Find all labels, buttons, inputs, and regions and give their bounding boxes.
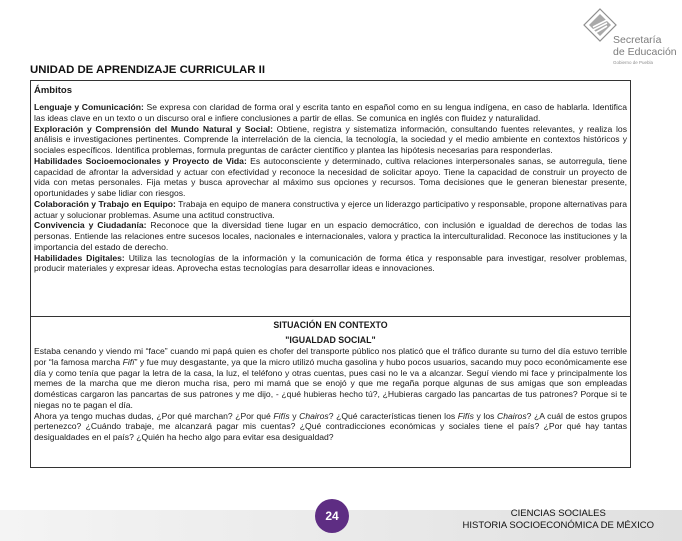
- ambito-socioemocionales: [34, 156, 627, 199]
- ambitos-heading: Ámbitos: [34, 85, 72, 96]
- ambito-label: Lenguaje y Comunicación:: [34, 102, 144, 112]
- story-text: Ahora ya tengo muchas dudas, ¿Por qué marchan? ¿Por qué: [34, 410, 274, 421]
- ambito-digitales: [34, 253, 627, 275]
- situacion-section: [31, 318, 630, 443]
- ambitos-section: [31, 81, 630, 317]
- content-table: [30, 80, 631, 468]
- story-italic: Fifís: [457, 410, 474, 421]
- ambito-label: Habilidades Digitales:: [34, 252, 125, 263]
- story-italic: Chairos: [497, 410, 527, 421]
- ambito-exploracion: [34, 124, 627, 156]
- secretaria-logo: [578, 4, 682, 70]
- story-italic: Chairos: [299, 410, 329, 421]
- story-italic: Fifí: [122, 356, 135, 367]
- ambito-text: Reconoce que la diversidad tiene lugar en un espacio democrático, con inclusión e igualdad de derechos de todas las personas. Entiende las relaciones entre sucesos locales, nacionales e internacionales, valora y practica la interculturalidad. Reconoce las instituciones y la importancia del estado de derecho.: [34, 220, 627, 252]
- page-number-badge: 24: [315, 499, 349, 533]
- ambito-text: Es autoconsciente y determinado, cultiva relaciones interpersonales sanas, se autorregula, tiene capacidad de afrontar la adversidad y actuar con efectividad y reconoce la necesidad de solicitar apoyo. Tiene la capacidad de construir un proyecto de vida con metas personales. Fija metas y busca aprovechar al máximo sus opciones y recursos. Toma decisiones que le generan bienestar presente, oportunidades y sabe lidiar con riesgos.: [34, 155, 627, 198]
- situacion-title: "IGUALDAD SOCIAL": [285, 335, 376, 345]
- ambito-label: Convivencia y Ciudadanía:: [34, 220, 147, 231]
- unit-title: UNIDAD DE APRENDIZAJE CURRICULAR II: [30, 64, 265, 76]
- logo-line-3: Gobierno de Puebla: [613, 60, 654, 65]
- story-text: ? ¿A cuál de estos grupos pertenezco? ¿Cuándo trabaje, me alcanzará pagar mis cuentas? ¿Qué contradicciones económicas y sociales tiene el país? ¿Por qué hay tantas desigualdades en el país? ¿Quién ha hecho algo para evitar esa desigualdad?: [34, 410, 627, 442]
- story-italic: Fifís: [273, 410, 290, 421]
- ambito-text: Obtiene, registra y sistematiza información, consultando fuentes relevantes, y realiza los análisis e investigaciones pertinentes. Comprende la interrelación de la ciencia, la tecnología, la sociedad y el medio ambiente en contextos históricos y sociales específicos. Identifica problemas, formula preguntas de carácter científico y plantea las hipótesis necesarias para responderlas.: [34, 123, 628, 155]
- ambito-label: Habilidades Socioemocionales y Proyecto de Vida:: [34, 155, 247, 166]
- footer-line-1: CIENCIAS SOCIALES: [510, 508, 606, 519]
- story-text: y los: [473, 410, 498, 421]
- ambito-convivencia: [34, 220, 627, 252]
- footer-line-2: HISTORIA SOCIOECONÓMICA DE MÉXICO: [462, 520, 654, 531]
- logo-line-1: Secretaría: [613, 34, 662, 46]
- ambito-colaboracion: [34, 199, 627, 221]
- ambito-lenguaje: [34, 102, 627, 124]
- logo-line-2: de Educación: [613, 46, 677, 58]
- ambito-text: Trabaja en equipo de manera constructiva y ejerce un liderazgo participativo y responsable, propone alternativas para actuar y solucionar problemas. Asume una actitud constructiva.: [34, 198, 627, 220]
- ambito-label: Colaboración y Trabajo en Equipo:: [34, 198, 176, 209]
- story-text: Estaba cenando y viendo mi “face” cuando mi papá quien es chofer del transporte público nos platicó que el tráfico durante su turno del día estuvo terrible por “la famosa marcha: [34, 346, 627, 367]
- story-paragraph-1: [34, 346, 627, 411]
- ambito-text: Se expresa con claridad de forma oral y escrita tanto en español como en su lengua indígena, en caso de hablarla. Identifica las ideas clave en un texto o un discurso oral e infiere conclusiones a partir de ellas. Se comunica en inglés con fluidez y naturalidad.: [34, 102, 627, 123]
- situacion-heading: SITUACIÓN EN CONTEXTO: [273, 320, 388, 330]
- story-text: ? ¿Qué características tienen los: [328, 410, 458, 421]
- story-text: ” y fue muy desgastante, ya que la micro utilizó mucha gasolina y hubo pocos usuarios, sacando muy poco económicamente ese día y como tenía que pagar la letra de la casa, la luz, el teléfono y otras cuentas, pues casi no le va a alcanzar. Seguí viendo mi face y principalmente los memes de la marcha que me dieron mucha risa, pero mi mamá que se enojó y que me regaña porque algunas de sus amigas que son empleadas domésticas cargaron las pancartas de sus patrones y me dijo, - ¿qué hubieras hecho tú?, ¿Hubieras cargado las pancartas de tus patrones? Porque si te niegas no te pagan el día.: [34, 356, 628, 410]
- ambito-label: Exploración y Comprensión del Mundo Natural y Social:: [34, 123, 273, 134]
- story-paragraph-2: [34, 411, 627, 443]
- logo-mark-icon: [583, 8, 617, 42]
- story-text: y: [289, 410, 300, 421]
- ambito-text: Utiliza las tecnologías de la información y la comunicación de forma ética y responsable para investigar, resolver problemas, producir materiales y expresar ideas. Aprovecha estas tecnologías para desarrollar ideas e innovaciones.: [34, 252, 628, 274]
- footer-text: [463, 508, 654, 532]
